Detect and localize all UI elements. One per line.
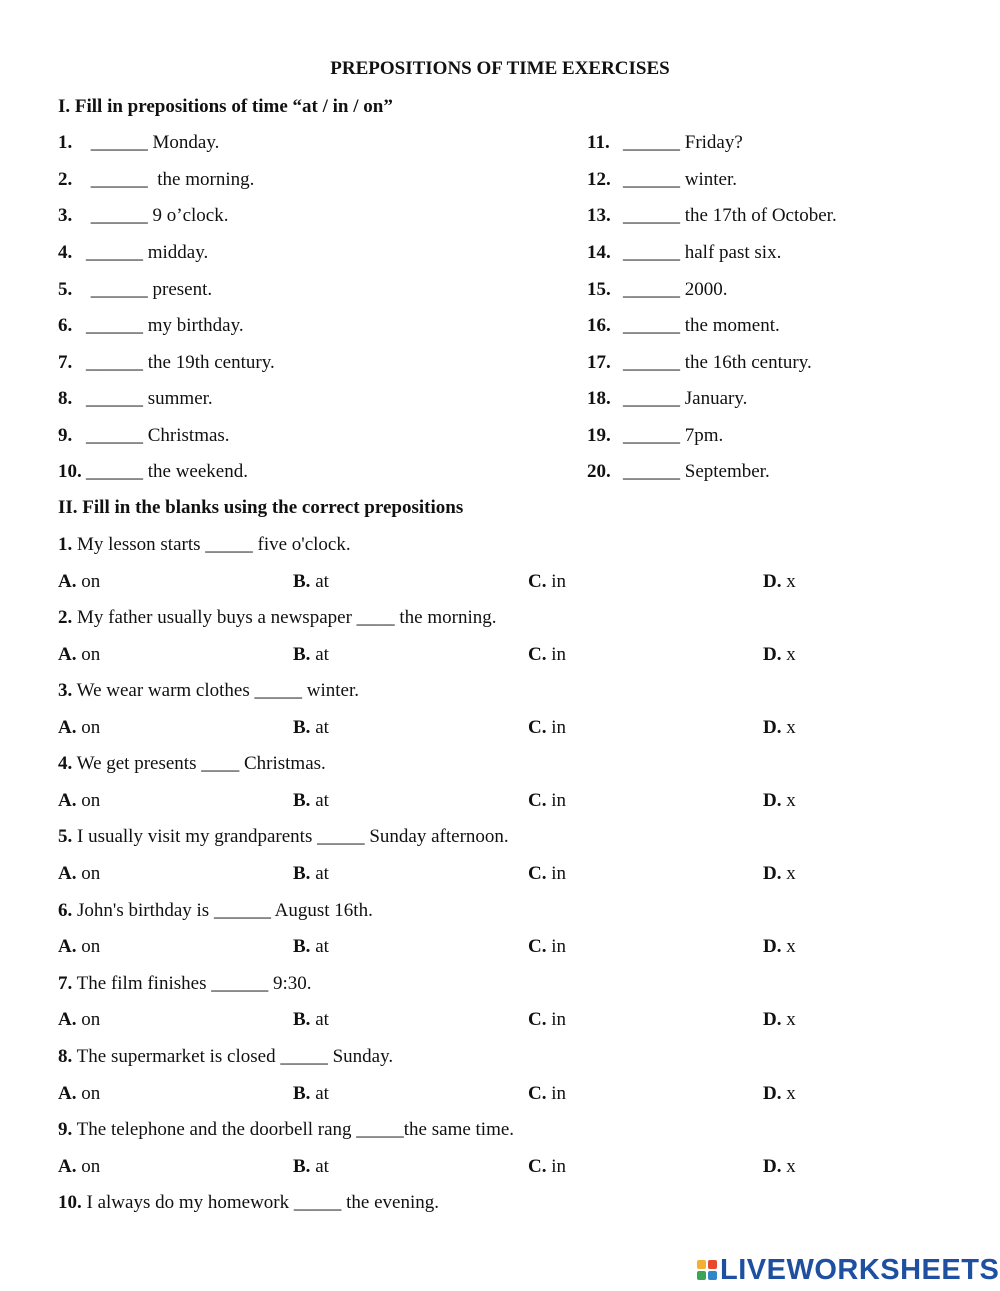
option-a: A. on <box>58 863 101 884</box>
option-b: B. at <box>293 717 329 738</box>
list-item: 2. ______ the morning. <box>58 169 255 190</box>
question-8: 8. The supermarket is closed _____ Sunday. <box>58 1046 394 1067</box>
list-item: 16. ______ the moment. <box>587 315 780 336</box>
question-4: 4. We get presents ____ Christmas. <box>58 753 326 774</box>
question-5: 5. I usually visit my grandparents _____ Sunday afternoon. <box>58 826 509 847</box>
option-d: D. x <box>763 790 796 811</box>
option-b: B. at <box>293 1009 329 1030</box>
option-a: A. on <box>58 1083 101 1104</box>
option-c: C. in <box>528 1083 567 1104</box>
list-item: 11. ______ Friday? <box>587 132 743 153</box>
list-item: 1. ______ Monday. <box>58 132 220 153</box>
section-2-heading: II. Fill in the blanks using the correct prepositions <box>58 497 464 518</box>
question-3: 3. We wear warm clothes _____ winter. <box>58 680 359 701</box>
list-item: 5. ______ present. <box>58 279 213 300</box>
list-item: 12. ______ winter. <box>587 169 737 190</box>
question-7: 7. The film finishes ______ 9:30. <box>58 973 312 994</box>
logo-text: LIVEWORKSHEETS <box>720 1253 1000 1286</box>
option-b: B. at <box>293 571 329 592</box>
option-c: C. in <box>528 644 567 665</box>
list-item: 17. ______ the 16th century. <box>587 352 812 373</box>
option-d: D. x <box>763 1156 796 1177</box>
liveworksheets-logo[interactable] <box>697 1255 999 1285</box>
list-item: 14. ______ half past six. <box>587 242 782 263</box>
list-item: 4. ______ midday. <box>58 242 209 263</box>
question-10: 10. I always do my homework _____ the evening. <box>58 1192 439 1213</box>
question-6: 6. John's birthday is ______ August 16th. <box>58 900 373 921</box>
section-1-heading: I. Fill in prepositions of time “at / in / on” <box>58 96 393 117</box>
option-d: D. x <box>763 1009 796 1030</box>
list-item: 8. ______ summer. <box>58 388 213 409</box>
list-item: 20. ______ September. <box>587 461 770 482</box>
option-a: A. on <box>58 644 101 665</box>
option-b: B. at <box>293 790 329 811</box>
question-2: 2. My father usually buys a newspaper ____ the morning. <box>58 607 497 628</box>
option-d: D. x <box>763 717 796 738</box>
option-a: A. on <box>58 790 101 811</box>
option-c: C. in <box>528 1009 567 1030</box>
option-b: B. at <box>293 936 329 957</box>
list-item: 19. ______ 7pm. <box>587 425 724 446</box>
list-item: 7. ______ the 19th century. <box>58 352 275 373</box>
option-c: C. in <box>528 790 567 811</box>
option-a: A. on <box>58 1009 101 1030</box>
option-a: A. on <box>58 571 101 592</box>
option-b: B. at <box>293 1083 329 1104</box>
option-c: C. in <box>528 717 567 738</box>
option-a: A. on <box>58 717 101 738</box>
list-item: 13. ______ the 17th of October. <box>587 205 837 226</box>
option-d: D. x <box>763 1083 796 1104</box>
question-9: 9. The telephone and the doorbell rang _____the same time. <box>58 1119 515 1140</box>
list-item: 3. ______ 9 o’clock. <box>58 205 229 226</box>
option-d: D. x <box>763 863 796 884</box>
option-a: A. on <box>58 936 101 957</box>
option-d: D. x <box>763 936 796 957</box>
list-item: 10. ______ the weekend. <box>58 461 248 482</box>
option-c: C. in <box>528 863 567 884</box>
option-a: A. on <box>58 1156 101 1177</box>
option-c: C. in <box>528 936 567 957</box>
option-d: D. x <box>763 644 796 665</box>
option-b: B. at <box>293 644 329 665</box>
list-item: 18. ______ January. <box>587 388 748 409</box>
question-1: 1. My lesson starts _____ five o'clock. <box>58 534 351 555</box>
option-b: B. at <box>293 1156 329 1177</box>
list-item: 15. ______ 2000. <box>587 279 728 300</box>
list-item: 9. ______ Christmas. <box>58 425 230 446</box>
option-c: C. in <box>528 571 567 592</box>
list-item: 6. ______ my birthday. <box>58 315 244 336</box>
logo-icon <box>697 1260 717 1280</box>
page-title: PREPOSITIONS OF TIME EXERCISES <box>330 58 670 79</box>
option-b: B. at <box>293 863 329 884</box>
option-c: C. in <box>528 1156 567 1177</box>
option-d: D. x <box>763 571 796 592</box>
